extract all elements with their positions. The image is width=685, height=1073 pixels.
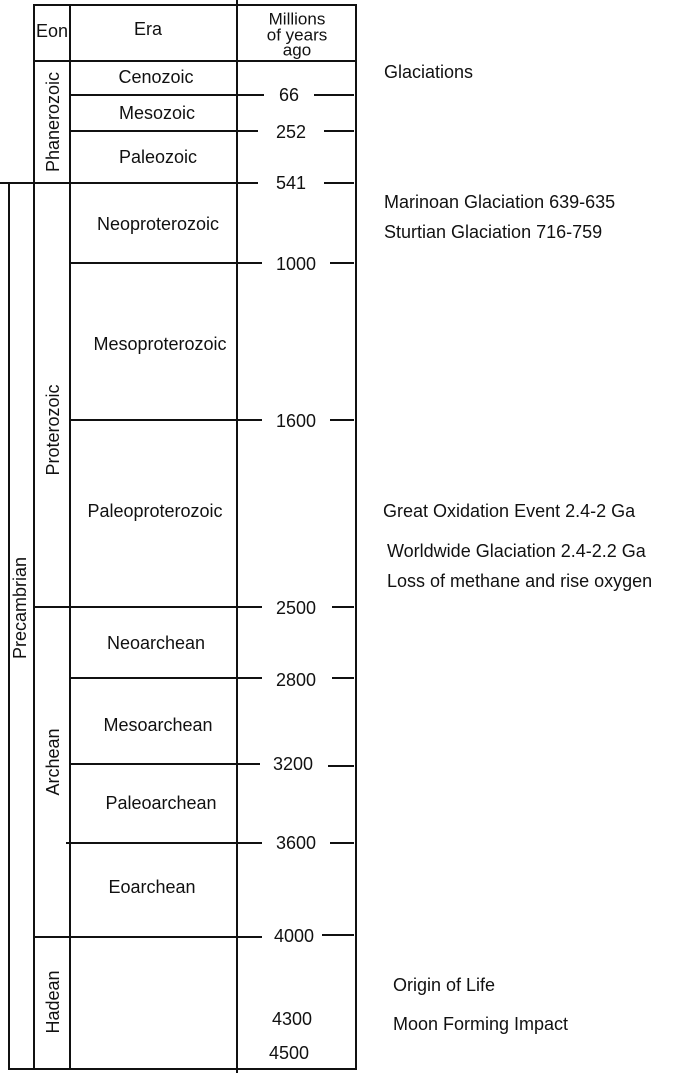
era-column-left-border [69, 4, 71, 1070]
tick-252-left [238, 130, 258, 132]
age-541: 541 [275, 173, 307, 193]
table-right-border [355, 4, 357, 1070]
era-mesoproterozoic: Mesoproterozoic [93, 334, 227, 354]
tick-1600-left [238, 419, 262, 421]
age-1000: 1000 [275, 254, 317, 274]
age-column-left-border [236, 0, 238, 1073]
era-paleozoic: Paleozoic [118, 147, 198, 167]
boundary-mesozoic-paleozoic [69, 130, 238, 132]
eon-phanerozoic: Phanerozoic [43, 71, 63, 173]
eon-archean: Archean [43, 728, 63, 796]
age-66: 66 [278, 85, 300, 105]
tick-2800-left [238, 677, 262, 679]
tick-252-right [324, 130, 354, 132]
tick-66-right [314, 94, 354, 96]
tick-1000-right [330, 262, 354, 264]
tick-3600-left [238, 842, 262, 844]
header-bottom-border [33, 60, 356, 62]
eon-column-left-border [33, 4, 35, 1070]
table-bottom-border [8, 1068, 357, 1070]
age-2500: 2500 [275, 598, 317, 618]
boundary-proterozoic-archean [33, 606, 238, 608]
header-myr-line2: of years [266, 25, 328, 45]
tick-541-right [324, 182, 354, 184]
era-neoarchean: Neoarchean [106, 633, 206, 653]
boundary-meso-paleoarchean [69, 763, 238, 765]
event-marinoan: Marinoan Glaciation 639-635 [384, 192, 616, 212]
event-glaciations: Glaciations [384, 62, 474, 82]
header-myr-line1: Millions [268, 9, 326, 29]
tick-3200-right [328, 765, 354, 767]
era-eoarchean: Eoarchean [108, 877, 196, 897]
event-moon-forming-impact: Moon Forming Impact [393, 1014, 569, 1034]
tick-66-left [238, 94, 264, 96]
event-methane-oxygen: Loss of methane and rise oxygen [387, 571, 653, 591]
event-worldwide-glaciation: Worldwide Glaciation 2.4-2.2 Ga [387, 541, 646, 561]
age-3200: 3200 [272, 754, 314, 774]
boundary-neo-mesoarchean [69, 677, 238, 679]
tick-541-left [238, 182, 258, 184]
era-paleoarchean: Paleoarchean [105, 793, 217, 813]
age-252: 252 [275, 122, 307, 142]
tick-3600-right [330, 842, 354, 844]
tick-4000-left [238, 936, 262, 938]
tick-2500-right [332, 606, 354, 608]
header-era: Era [133, 19, 163, 39]
age-4500: 4500 [268, 1043, 310, 1063]
header-myr-line3: ago [282, 40, 312, 60]
tick-4000-right [322, 934, 354, 936]
boundary-archean-hadean [33, 936, 238, 938]
era-paleoproterozoic: Paleoproterozoic [87, 501, 223, 521]
tick-1600-right [330, 419, 354, 421]
event-sturtian: Sturtian Glaciation 716-759 [384, 222, 603, 242]
eon-proterozoic: Proterozoic [43, 384, 63, 476]
era-mesozoic: Mesozoic [118, 103, 196, 123]
age-4300: 4300 [271, 1009, 313, 1029]
age-2800: 2800 [275, 670, 317, 690]
boundary-cenozoic-mesozoic [69, 94, 238, 96]
header-millions-of-years-ago [266, 9, 328, 60]
eon-hadean: Hadean [43, 970, 63, 1034]
tick-3200-left [238, 763, 260, 765]
supereon-precambrian: Precambrian [10, 556, 30, 660]
tick-2800-right [332, 677, 354, 679]
event-great-oxidation: Great Oxidation Event 2.4-2 Ga [383, 501, 636, 521]
age-4000: 4000 [273, 926, 315, 946]
era-mesoarchean: Mesoarchean [103, 715, 213, 735]
age-1600: 1600 [275, 411, 317, 431]
event-origin-of-life: Origin of Life [393, 975, 496, 995]
boundary-phanerozoic-proterozoic [33, 182, 238, 184]
age-3600: 3600 [275, 833, 317, 853]
tick-2500-left [238, 606, 262, 608]
era-neoproterozoic: Neoproterozoic [96, 214, 220, 234]
header-eon: Eon [35, 21, 69, 41]
boundary-meso-paleoproterozoic [69, 419, 238, 421]
table-top-border [33, 4, 356, 6]
boundary-neo-mesoproterozoic [69, 262, 238, 264]
tick-1000-left [238, 262, 262, 264]
boundary-paleo-eoarchean [66, 842, 238, 844]
era-cenozoic: Cenozoic [118, 67, 194, 87]
